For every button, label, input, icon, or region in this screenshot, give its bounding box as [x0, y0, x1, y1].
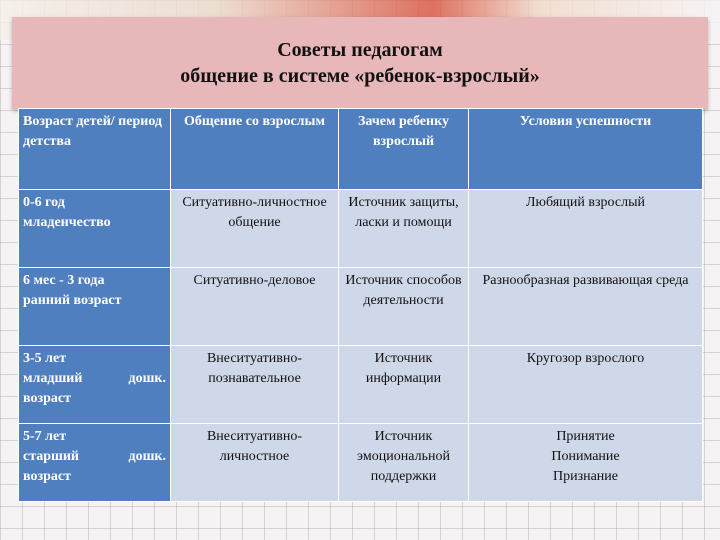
age-range: 6 мес - 3 года	[23, 273, 105, 288]
conditions-cell	[469, 424, 703, 502]
age-range: 3-5 лет	[23, 351, 67, 366]
conditions-cell: Любящий взрослый	[469, 190, 703, 268]
title-banner	[12, 17, 708, 109]
conditions-cell: Разнообразная развивающая среда	[469, 268, 703, 346]
why-cell: Источник способов деятельности	[339, 268, 469, 346]
title-line-2: общение в системе «ребенок-взрослый»	[180, 65, 540, 87]
age-cell	[19, 346, 171, 424]
why-cell: Источник защиты, ласки и помощи	[339, 190, 469, 268]
title-line-1: Советы педагогам	[277, 39, 443, 61]
header-age: Возраст детей/ период детства	[19, 109, 171, 190]
why-cell: Источник информации	[339, 346, 469, 424]
conditions-cell: Кругозор взрослого	[469, 346, 703, 424]
communication-cell: Ситуативно-деловое	[171, 268, 339, 346]
table-row	[19, 346, 703, 424]
advice-table	[18, 108, 703, 502]
age-cell	[19, 424, 171, 502]
header-communication: Общение со взрослым	[171, 109, 339, 190]
age-period: ранний возраст	[23, 293, 122, 308]
condition-item: Принятие	[556, 429, 615, 444]
condition-item: Понимание	[551, 449, 620, 464]
age-cell	[19, 190, 171, 268]
age-range: 5-7 лет	[23, 429, 67, 444]
age-range: 0-6 год	[23, 195, 65, 210]
communication-cell: Внеситуативно-познавательное	[171, 346, 339, 424]
age-cell	[19, 268, 171, 346]
table-row	[19, 190, 703, 268]
why-cell: Источник эмоциональной поддержки	[339, 424, 469, 502]
table-row	[19, 268, 703, 346]
age-period-suffix: возраст	[23, 469, 71, 484]
condition-item: Признание	[552, 469, 619, 484]
age-period: младенчество	[23, 215, 111, 230]
age-period: старший дошк.	[23, 449, 166, 464]
age-period: младший дошк.	[23, 371, 166, 386]
communication-cell: Внеситуативно-личностное	[171, 424, 339, 502]
table-row	[19, 424, 703, 502]
header-conditions: Условия успешности	[469, 109, 703, 190]
header-why: Зачем ребенку взрослый	[339, 109, 469, 190]
age-period-suffix: возраст	[23, 391, 71, 406]
table-header-row	[19, 109, 703, 190]
communication-cell: Ситуативно-личностное общение	[171, 190, 339, 268]
